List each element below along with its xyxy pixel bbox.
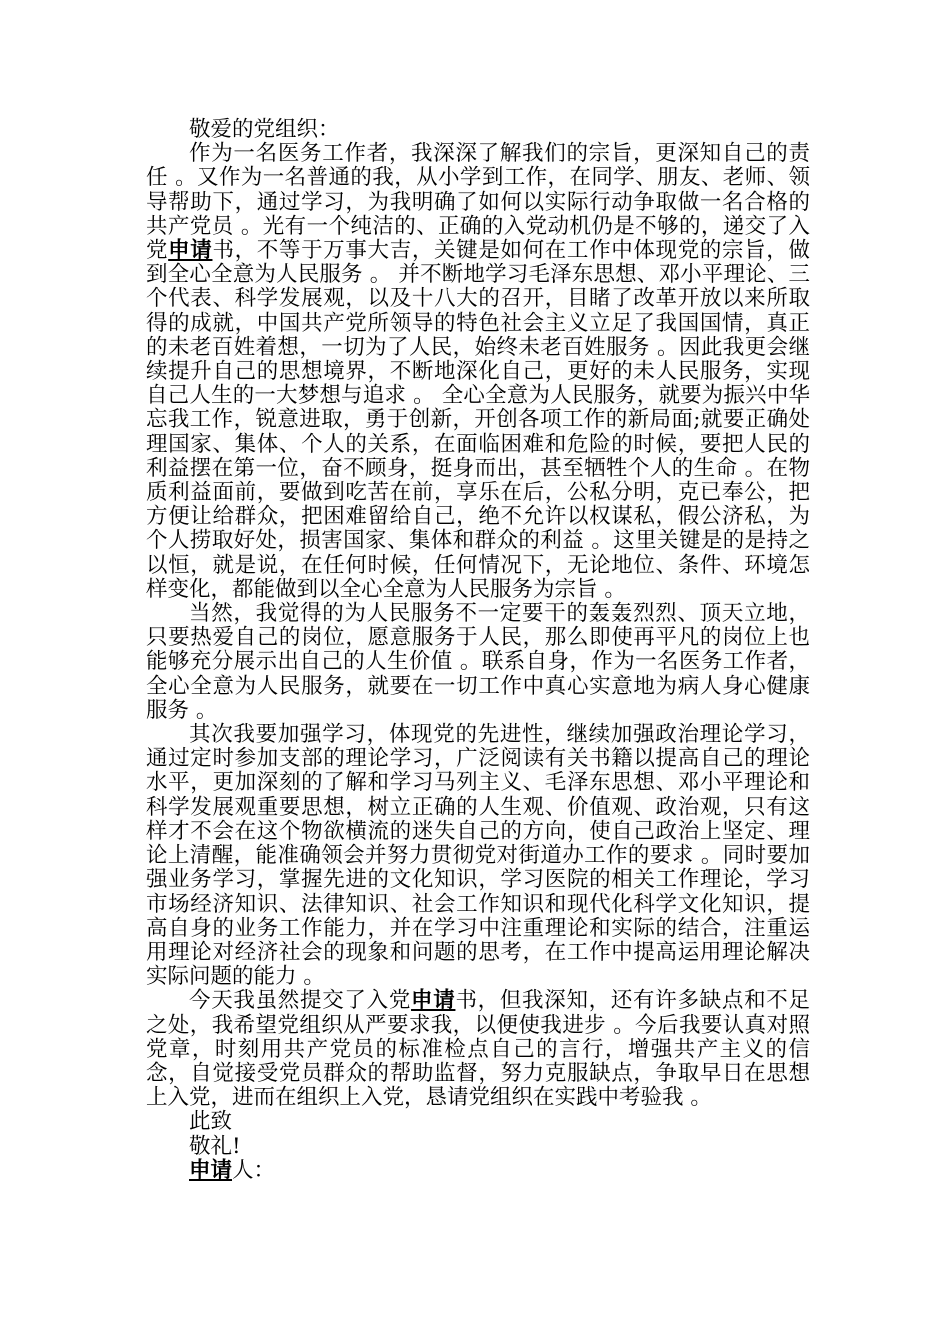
paragraph-1-text-a: 作为一名医务工作者，我深深了解我们的宗旨，更深知自己的责任 。又作为一名普通的我，从小学到工作，在同学、朋友、老师、领导帮助下，通过学习，为我明确了如何以实际行动争取做一名合格的共产党员 。光有一个纯洁的、正确的入党动机仍是不够的，递交了入党 — [146, 141, 810, 264]
signature-line — [146, 1159, 810, 1183]
closing-line-1: 此致 — [189, 1109, 233, 1135]
keyword-application-link[interactable]: 申请 — [411, 988, 456, 1014]
paragraph-4-text-a: 今天我虽然提交了入党 — [189, 988, 412, 1014]
letter-body — [146, 118, 810, 1183]
paragraph-4-text-b: 书，但我深知，还有许多缺点和不足之处，我希望党组织从严要求我，以便使我进步 。今后我要认真对照党章，时刻用共产党员的标准检点自己的言行，增强共产主义的信念，自觉接受党员群众的帮助监督，努力克服缺点，争取早日在思想上入党，进而在组织上入党，恳请党组织在实践中考验我 。 — [146, 988, 810, 1111]
paragraph-1-text-b: 书，不等于万事大吉，关键是如何在工作中体现党的宗旨，做到全心全意为人民服务 。 并不断地学习毛泽东思想、邓小平理论、三个代表、科学发展观，以及十八大的召开，目睹了改革开放以来所取得的成就，中国共产党所领导的特色社会主义立足了我国国情，真正的未老百姓着想，一切为了人民，始终未老百姓服务 。因此我更会继续提升自己的思想境界，不断地深化自己，更好的未人民服务，实现自己人生的一大梦想与追求 。 全心全意为人民服务，就要为振兴中华忘我工作，锐意进取，勇于创新，开创各项工作的新局面;就要正确处理国家、集体、个人的关系，在面临困难和危险的时候，要把人民的利益摆在第一位，奋不顾身，挺身而出，甚至牺牲个人的生命 。在物质利益面前，要做到吃苦在前，享乐在后，公私分明，克已奉公，把方便让给群众，把困难留给自己，绝不允许以权谋私，假公济私，为个人捞取好处，损害国家、集体和群众的利益 。这里关键是的是持之以恒，就是说，在任何时候，任何情况下，无论地位、条件、环境怎样变化，都能做到以全心全意为人民服务为宗旨 。 — [146, 238, 810, 602]
paragraph-1 — [146, 142, 810, 602]
paragraph-3: 其次我要加强学习，体现党的先进性，继续加强政治理论学习，通过定时参加支部的理论学习，广泛阅读有关书籍以提高自己的理论水平，更加深刻的了解和学习马列主义、毛泽东思想、邓小平理论和科学发展观重要思想，树立正确的人生观、价值观、政治观，只有这样才不会在这个物欲横流的迷失自己的方向，使自己政治上坚定、理论上清醒，能准确领会并努力贯彻党对街道办工作的要求 。同时要加强业务学习，掌握先进的文化知识，学习医院的相关工作理论，学习市场经济知识、法律知识、社会工作知识和现代化科学文化知识，提高自身的业务工作能力，并在学习中注重理论和实际的结合，注重运用理论对经济社会的现象和问题的思考，在工作中提高运用理论解决实际问题的能力 。 — [146, 722, 810, 990]
salutation: 敬爱的党组织： — [189, 117, 340, 142]
keyword-application-link[interactable]: 申请 — [189, 1157, 233, 1183]
closing-line-2: 敬礼! — [189, 1133, 241, 1159]
signature-label: 人： — [232, 1157, 276, 1183]
paragraph-4 — [146, 989, 810, 1110]
keyword-application-link[interactable]: 申请 — [168, 238, 213, 264]
paragraph-2: 当然，我觉得的为人民服务不一定要干的轰轰烈烈、顶天立地，只要热爱自己的岗位，愿意服务于人民，那么即使再平凡的岗位上也能够充分展示出自己的人生价值 。联系自身，作为一名医务工作者，全心全意为人民服务，就要在一切工作中真心实意地为病人身心健康服务 。 — [146, 601, 810, 723]
